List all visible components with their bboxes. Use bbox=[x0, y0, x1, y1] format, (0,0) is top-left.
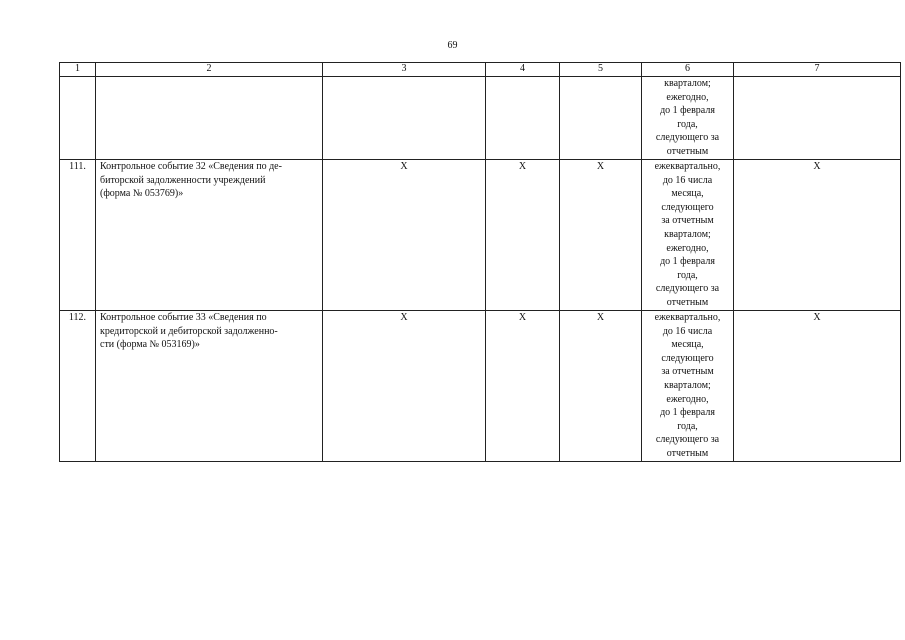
term-line: ежегодно, bbox=[666, 393, 709, 405]
cell-col4: X bbox=[486, 160, 560, 311]
name-line: сти (форма № 053169)» bbox=[100, 339, 200, 351]
term-line: за отчетным bbox=[661, 366, 714, 378]
cell-col7: X bbox=[734, 160, 901, 311]
cell-col5: X bbox=[560, 311, 642, 462]
cell-term bbox=[642, 77, 734, 160]
term-line: до 1 февраля bbox=[660, 105, 715, 117]
cell-name bbox=[96, 77, 323, 160]
name-line: биторской задолженности учреждений bbox=[100, 174, 266, 186]
control-events-table bbox=[59, 62, 901, 462]
header-col-1: 1 bbox=[60, 63, 96, 77]
cell-col4: X bbox=[486, 311, 560, 462]
cell-col3: X bbox=[323, 311, 486, 462]
header-row bbox=[60, 63, 901, 77]
term-line: за отчетным bbox=[661, 215, 714, 227]
cell-name bbox=[96, 311, 323, 462]
cell-col7 bbox=[734, 77, 901, 160]
table-row-111 bbox=[60, 160, 901, 311]
term-line: месяца, bbox=[671, 339, 704, 351]
table-row-continued bbox=[60, 77, 901, 160]
term-line: до 16 числа bbox=[662, 325, 713, 337]
term-line: кварталом; bbox=[664, 228, 711, 240]
cell-term bbox=[642, 160, 734, 311]
term-line: года, bbox=[677, 118, 698, 130]
cell-name bbox=[96, 160, 323, 311]
cell-num: 112. bbox=[60, 311, 96, 462]
term-line: года, bbox=[677, 269, 698, 281]
cell-col3: X bbox=[323, 160, 486, 311]
cell-col3 bbox=[323, 77, 486, 160]
cell-term bbox=[642, 311, 734, 462]
term-line: следующего за bbox=[655, 434, 720, 446]
header-col-2: 2 bbox=[96, 63, 323, 77]
term-line: кварталом; bbox=[664, 379, 711, 391]
name-line: Контрольное событие 32 «Сведения по де- bbox=[100, 161, 282, 172]
term-line: кварталом; bbox=[664, 78, 711, 89]
term-line: отчетным bbox=[666, 447, 709, 459]
term-line: месяца, bbox=[671, 188, 704, 200]
cell-col5 bbox=[560, 77, 642, 160]
name-line: Контрольное событие 33 «Сведения по bbox=[100, 312, 267, 323]
term-line: отчетным bbox=[666, 296, 709, 308]
header-col-7: 7 bbox=[734, 63, 901, 77]
term-line: ежегодно, bbox=[666, 242, 709, 254]
term-line: года, bbox=[677, 420, 698, 432]
term-line: ежегодно, bbox=[666, 91, 709, 103]
cell-num bbox=[60, 77, 96, 160]
cell-col4 bbox=[486, 77, 560, 160]
term-line: следующего bbox=[661, 352, 714, 364]
term-line: отчетным bbox=[666, 145, 709, 157]
header-col-4: 4 bbox=[486, 63, 560, 77]
header-col-6: 6 bbox=[642, 63, 734, 77]
cell-num: 111. bbox=[60, 160, 96, 311]
term-line: до 1 февраля bbox=[660, 256, 715, 268]
header-col-5: 5 bbox=[560, 63, 642, 77]
term-line: ежеквартально, bbox=[654, 161, 721, 172]
page-number: 69 bbox=[447, 40, 458, 51]
header-col-3: 3 bbox=[323, 63, 486, 77]
term-line: ежеквартально, bbox=[654, 312, 721, 323]
cell-col7: X bbox=[734, 311, 901, 462]
name-line: (форма № 053769)» bbox=[100, 188, 184, 200]
term-line: следующего за bbox=[655, 132, 720, 144]
table-row-112 bbox=[60, 311, 901, 462]
term-line: следующего bbox=[661, 201, 714, 213]
term-line: следующего за bbox=[655, 283, 720, 295]
term-line: до 16 числа bbox=[662, 174, 713, 186]
term-line: до 1 февраля bbox=[660, 407, 715, 419]
name-line: кредиторской и дебиторской задолженно- bbox=[100, 325, 278, 337]
cell-col5: X bbox=[560, 160, 642, 311]
